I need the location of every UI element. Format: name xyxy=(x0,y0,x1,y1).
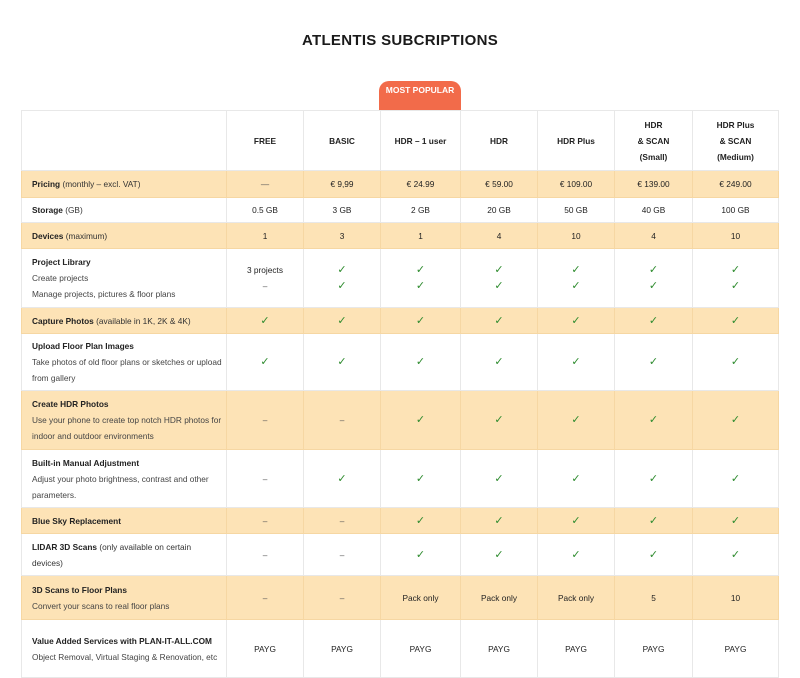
plan-header-line: (Medium) xyxy=(717,151,754,162)
table-row xyxy=(22,249,779,308)
cell-value: 3 GB xyxy=(332,205,352,215)
plan-value-cell xyxy=(615,508,693,534)
feature-name: Storage xyxy=(32,205,63,215)
checkmark-icon: ✓ xyxy=(337,472,347,485)
plan-value-cell xyxy=(615,223,693,249)
checkmark-icon: ✓ xyxy=(494,356,504,368)
cell-value: € 24.99 xyxy=(406,179,435,189)
plan-value-cell xyxy=(227,508,304,534)
plan-value-cell xyxy=(461,171,538,198)
page-title: ATLENTIS SUBCRIPTIONS xyxy=(301,32,499,49)
plan-value-cell xyxy=(461,198,538,223)
feature-description: Adjust your photo brightness, contrast and other parameters. xyxy=(32,473,209,500)
cell-value: 4 xyxy=(496,230,502,241)
plan-value-cell xyxy=(615,576,693,620)
checkmark-icon: ✓ xyxy=(415,414,426,426)
feature-cell xyxy=(22,334,227,391)
dash-value: – xyxy=(262,473,268,484)
table-row xyxy=(22,171,779,198)
checkmark-icon: ✓ xyxy=(730,356,741,368)
plan-value-cell xyxy=(693,508,779,534)
plan-value-cell xyxy=(227,198,304,223)
feature-name: Blue Sky Replacement xyxy=(32,515,121,526)
dash-value: – xyxy=(262,592,268,603)
plan-value-cell xyxy=(461,334,538,391)
cell-value: PAYG xyxy=(642,643,665,654)
plan-value-cell xyxy=(381,198,461,223)
checkmark-icon: ✓ xyxy=(648,514,659,527)
checkmark-icon: ✓ xyxy=(415,264,426,276)
plan-value-cell xyxy=(461,534,538,576)
feature-cell xyxy=(22,391,227,450)
feature-name: Upload Floor Plan Images xyxy=(32,341,134,351)
plan-header-hdr-1-user: HDR – 1 user xyxy=(381,111,461,171)
feature-cell xyxy=(22,620,227,678)
feature-name: Create HDR Photos xyxy=(32,399,109,409)
cell-value: 2 GB xyxy=(411,205,430,215)
plan-value-cell xyxy=(227,620,304,678)
plan-value-cell xyxy=(381,334,461,391)
feature-name: Capture Photos xyxy=(32,315,94,326)
plan-value-cell xyxy=(381,450,461,508)
plan-value-cell xyxy=(304,334,381,391)
plan-value-cell xyxy=(461,391,538,450)
checkmark-icon: ✓ xyxy=(337,356,347,368)
cell-value: 10 xyxy=(730,230,741,241)
plan-value-cell xyxy=(461,508,538,534)
checkmark-icon: ✓ xyxy=(494,414,504,426)
feature-name: Devices xyxy=(32,230,64,241)
cell-value: PAYG xyxy=(488,643,510,654)
plan-value-cell xyxy=(304,620,381,678)
cell-value: 50 GB xyxy=(564,205,588,215)
plan-value-cell xyxy=(693,249,779,308)
checkmark-icon: ✓ xyxy=(648,356,659,368)
cell-value: 1 xyxy=(418,230,423,241)
plan-value-cell xyxy=(227,450,304,508)
cell-value: PAYG xyxy=(565,643,587,654)
dash-value: – xyxy=(262,515,268,526)
checkmark-icon: ✓ xyxy=(494,514,504,527)
checkmark-icon: ✓ xyxy=(730,472,741,485)
plan-value-cell xyxy=(304,450,381,508)
checkmark-icon: ✓ xyxy=(260,314,270,327)
checkmark-icon: ✓ xyxy=(494,264,504,276)
feature-name: Built-in Manual Adjustment xyxy=(32,457,140,468)
feature-description: Manage projects, pictures & floor plans xyxy=(32,289,176,299)
plan-value-cell xyxy=(227,308,304,334)
checkmark-icon: ✓ xyxy=(648,280,659,292)
plan-value-cell xyxy=(615,450,693,508)
checkmark-icon: ✓ xyxy=(648,314,659,327)
cell-value: 40 GB xyxy=(641,205,666,215)
checkmark-icon: ✓ xyxy=(415,548,426,561)
feature-cell xyxy=(22,198,227,223)
plan-value-cell xyxy=(538,198,615,223)
cell-value: PAYG xyxy=(254,643,276,654)
checkmark-icon: ✓ xyxy=(730,314,741,327)
feature-description: Convert your scans to real floor plans xyxy=(32,600,170,611)
plan-value-cell xyxy=(615,534,693,576)
feature-name: 3D Scans to Floor Plans xyxy=(32,584,127,595)
feature-cell xyxy=(22,508,227,534)
cell-value: Pack only xyxy=(558,592,594,603)
plan-value-cell xyxy=(381,171,461,198)
plan-value-cell xyxy=(615,249,693,308)
plan-value-cell xyxy=(381,223,461,249)
plan-value-cell xyxy=(693,223,779,249)
plan-header-line: HDR xyxy=(644,119,663,130)
feature-name: Pricing xyxy=(32,179,61,189)
dash-value: – xyxy=(339,549,345,560)
checkmark-icon: ✓ xyxy=(648,414,659,426)
plan-value-cell xyxy=(693,576,779,620)
checkmark-icon: ✓ xyxy=(415,514,426,527)
table-row xyxy=(22,391,779,450)
plan-value-cell xyxy=(304,308,381,334)
plan-value-cell xyxy=(304,391,381,450)
table-row xyxy=(22,334,779,391)
plan-value-cell xyxy=(461,249,538,308)
feature-name: Value Added Services with PLAN-IT-ALL.COM xyxy=(32,635,212,646)
cell-value: Pack only xyxy=(481,592,517,603)
plan-header-basic: BASIC xyxy=(304,111,381,171)
feature-cell xyxy=(22,223,227,249)
checkmark-icon: ✓ xyxy=(337,264,347,276)
table-row xyxy=(22,308,779,334)
dash-value: – xyxy=(262,415,268,425)
checkmark-icon: ✓ xyxy=(337,280,347,292)
plan-value-cell xyxy=(461,450,538,508)
cell-value: PAYG xyxy=(331,643,353,654)
feature-description: Create projects xyxy=(32,273,89,283)
table-row xyxy=(22,223,779,249)
cell-value: 3 xyxy=(339,230,345,241)
plan-value-cell xyxy=(693,171,779,198)
plan-value-cell xyxy=(538,249,615,308)
plan-value-cell xyxy=(381,534,461,576)
table-row xyxy=(22,576,779,620)
cell-value: 10 xyxy=(571,230,581,241)
checkmark-icon: ✓ xyxy=(730,264,741,276)
feature-qualifier: (maximum) xyxy=(65,230,108,241)
dash-value: – xyxy=(339,515,345,526)
plan-value-cell xyxy=(304,576,381,620)
feature-name: Project Library xyxy=(32,257,91,267)
checkmark-icon: ✓ xyxy=(571,264,581,276)
feature-cell xyxy=(22,534,227,576)
dash-value: – xyxy=(262,281,268,291)
plan-value-cell xyxy=(304,249,381,308)
plan-value-cell xyxy=(615,198,693,223)
plan-value-cell xyxy=(381,308,461,334)
feature-cell xyxy=(22,576,227,620)
plan-value-cell xyxy=(227,171,304,198)
plan-value-cell xyxy=(538,450,615,508)
checkmark-icon: ✓ xyxy=(337,314,347,327)
cell-value: PAYG xyxy=(409,643,432,654)
plan-header-line: & SCAN xyxy=(719,135,752,146)
plan-value-cell xyxy=(381,620,461,678)
cell-value: 10 xyxy=(730,592,741,603)
checkmark-icon: ✓ xyxy=(571,314,581,327)
checkmark-icon: ✓ xyxy=(415,314,426,327)
checkmark-icon: ✓ xyxy=(571,472,581,485)
plan-value-cell xyxy=(227,576,304,620)
subscription-table xyxy=(21,110,779,678)
plan-value-cell xyxy=(304,508,381,534)
checkmark-icon: ✓ xyxy=(494,280,504,292)
plan-value-cell xyxy=(615,171,693,198)
plan-value-cell xyxy=(461,308,538,334)
plan-value-cell xyxy=(461,223,538,249)
checkmark-icon: ✓ xyxy=(494,314,504,327)
plan-header-hdr: HDR xyxy=(461,111,538,171)
cell-value: € 249.00 xyxy=(719,179,752,189)
checkmark-icon: ✓ xyxy=(571,414,581,426)
plan-value-cell xyxy=(693,450,779,508)
feature-cell xyxy=(22,308,227,334)
feature-description: Use your phone to create top notch HDR photos for indoor and outdoor environments xyxy=(32,415,222,441)
plan-value-cell xyxy=(693,308,779,334)
plan-header-line: HDR Plus xyxy=(716,119,755,130)
dash-value: — xyxy=(260,179,270,189)
plan-header-hdr-scan-small xyxy=(615,111,693,171)
plan-value-cell xyxy=(693,198,779,223)
plan-value-cell xyxy=(615,391,693,450)
plan-value-cell xyxy=(304,534,381,576)
plan-header-free: FREE xyxy=(227,111,304,171)
checkmark-icon: ✓ xyxy=(415,472,426,485)
plan-value-cell xyxy=(381,249,461,308)
feature-qualifier: (GB) xyxy=(65,205,83,215)
table-row xyxy=(22,508,779,534)
feature-cell xyxy=(22,249,227,308)
plan-value-cell xyxy=(538,534,615,576)
plan-value-cell xyxy=(693,334,779,391)
plan-value-cell xyxy=(381,391,461,450)
plan-header-line: (Small) xyxy=(639,151,668,162)
checkmark-icon: ✓ xyxy=(730,548,741,561)
plan-value-cell xyxy=(227,249,304,308)
dash-value: – xyxy=(339,592,345,603)
plan-header-row xyxy=(22,111,779,171)
checkmark-icon: ✓ xyxy=(730,514,741,527)
cell-value: € 109.00 xyxy=(559,179,593,189)
plan-value-cell xyxy=(538,620,615,678)
plan-value-cell xyxy=(304,198,381,223)
feature-name: LIDAR 3D Scans xyxy=(32,541,98,552)
checkmark-icon: ✓ xyxy=(730,414,741,426)
feature-description: Take photos of old floor plans or sketches or upload from gallery xyxy=(32,357,222,383)
feature-cell xyxy=(22,450,227,508)
plan-header-hdr-plus: HDR Plus xyxy=(538,111,615,171)
plan-value-cell xyxy=(381,508,461,534)
cell-value: 3 projects xyxy=(247,265,283,275)
feature-rows xyxy=(22,171,779,678)
plan-value-cell xyxy=(227,223,304,249)
cell-value: € 59.00 xyxy=(485,179,513,189)
checkmark-icon: ✓ xyxy=(571,356,581,368)
table-row xyxy=(22,534,779,576)
feature-cell xyxy=(22,171,227,198)
plan-value-cell xyxy=(538,223,615,249)
plan-value-cell xyxy=(615,334,693,391)
plan-value-cell xyxy=(461,576,538,620)
checkmark-icon: ✓ xyxy=(648,472,659,485)
feature-qualifier: (available in 1K, 2K & 4K) xyxy=(96,315,191,326)
plan-header-line: & SCAN xyxy=(637,135,670,146)
plan-value-cell xyxy=(227,391,304,450)
cell-value: 1 xyxy=(262,230,268,241)
feature-qualifier: (only available on certain devices) xyxy=(32,541,192,568)
checkmark-icon: ✓ xyxy=(571,280,581,292)
cell-value: 5 xyxy=(651,592,656,603)
cell-value: Pack only xyxy=(402,592,439,603)
table-row xyxy=(22,450,779,508)
checkmark-icon: ✓ xyxy=(730,280,741,292)
plan-value-cell xyxy=(304,223,381,249)
plan-value-cell xyxy=(538,171,615,198)
checkmark-icon: ✓ xyxy=(648,264,659,276)
table-row xyxy=(22,620,779,678)
plan-value-cell xyxy=(227,534,304,576)
checkmark-icon: ✓ xyxy=(648,548,659,561)
table-row xyxy=(22,198,779,223)
plan-value-cell xyxy=(538,576,615,620)
cell-value: 100 GB xyxy=(721,205,750,215)
feature-qualifier: (monthly – excl. VAT) xyxy=(62,179,141,189)
checkmark-icon: ✓ xyxy=(571,548,581,561)
plan-value-cell xyxy=(693,620,779,678)
dash-value: – xyxy=(262,549,268,560)
plan-value-cell xyxy=(615,620,693,678)
checkmark-icon: ✓ xyxy=(260,356,270,368)
cell-value: 4 xyxy=(651,230,656,241)
header-feature-cell xyxy=(22,111,227,171)
cell-value: € 9,99 xyxy=(330,179,354,189)
cell-value: 20 GB xyxy=(487,205,511,215)
plan-header-hdr-plus-scan-medium xyxy=(693,111,779,171)
plan-value-cell xyxy=(227,334,304,391)
dash-value: – xyxy=(339,415,345,425)
plan-value-cell xyxy=(538,308,615,334)
checkmark-icon: ✓ xyxy=(571,514,581,527)
checkmark-icon: ✓ xyxy=(415,356,426,368)
feature-description: Object Removal, Virtual Staging & Renovation, etc xyxy=(32,651,218,662)
checkmark-icon: ✓ xyxy=(494,472,504,485)
plan-value-cell xyxy=(538,334,615,391)
plan-value-cell xyxy=(461,620,538,678)
checkmark-icon: ✓ xyxy=(494,548,504,561)
cell-value: PAYG xyxy=(724,643,747,654)
plan-value-cell xyxy=(693,391,779,450)
plan-value-cell xyxy=(538,391,615,450)
plan-value-cell xyxy=(615,308,693,334)
most-popular-badge: MOST POPULAR xyxy=(379,81,461,110)
cell-value: € 139.00 xyxy=(637,179,670,189)
plan-value-cell xyxy=(304,171,381,198)
cell-value: 0.5 GB xyxy=(252,205,278,215)
plan-value-cell xyxy=(381,576,461,620)
plan-value-cell xyxy=(538,508,615,534)
plan-value-cell xyxy=(693,534,779,576)
checkmark-icon: ✓ xyxy=(415,280,426,292)
